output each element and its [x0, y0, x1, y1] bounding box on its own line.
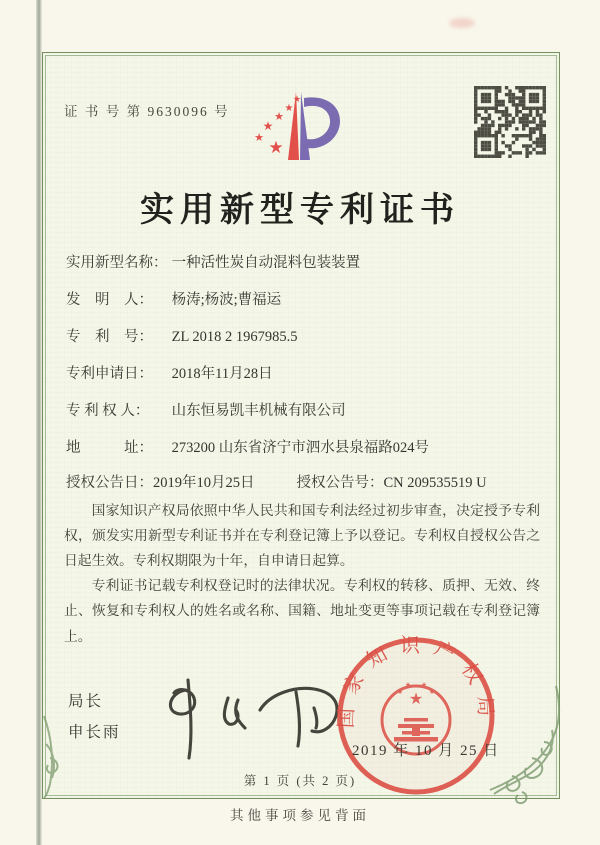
svg-text:★: ★ — [428, 688, 436, 696]
svg-text:★: ★ — [420, 681, 428, 689]
seal-text: 国家知识产权局 — [335, 635, 497, 729]
field-label: 专 利 权 人： — [66, 403, 150, 419]
field-patent-number — [66, 327, 538, 364]
field-value: 一种活性炭自动混料包装装置 — [171, 255, 361, 271]
svg-text:★: ★ — [262, 119, 274, 133]
svg-text:★: ★ — [254, 131, 264, 144]
ink-smudge — [449, 18, 475, 28]
signer-block — [68, 686, 121, 748]
field-label: 专 利 号： — [66, 329, 153, 345]
field-inventors — [66, 290, 538, 327]
cnipa-round-seal-icon — [332, 632, 500, 800]
signer-title: 局长 — [68, 693, 104, 710]
legal-text — [64, 498, 540, 649]
field-filing-date — [66, 364, 538, 401]
seal-date: 2019 年 10 月 25 日 — [352, 743, 500, 759]
svg-text:★: ★ — [396, 688, 404, 696]
svg-text:★: ★ — [404, 681, 412, 689]
svg-text:★: ★ — [408, 689, 424, 708]
back-note: 其他事项参见背面 — [230, 808, 370, 823]
legal-paragraph-2: 专利证书记载专利权登记时的法律状况。专利权的转移、质押、无效、终止、恢复和专利权人的姓名或名称、国籍、地址变更等事项记载在专利登记簿上。 — [64, 578, 540, 644]
svg-text:★: ★ — [292, 95, 302, 105]
handwritten-signature — [128, 662, 343, 767]
legal-paragraph-1: 国家知识产权局依照中华人民共和国专利法经过初步审查，决定授予专利权，颁发实用新型专利证书并在专利登记簿上予以登记。专利权自授权公告之日起生效。专利权期限为十年，自申请日起算。 — [64, 503, 540, 569]
qr-code-icon — [474, 86, 546, 158]
page-number: 第 1 页 (共 2 页) — [243, 774, 357, 788]
field-value: 山东恒易凯丰机械有限公司 — [171, 403, 346, 419]
field-label: 地 址： — [66, 440, 153, 456]
grant-no-value: CN 209535519 U — [383, 475, 487, 491]
field-utility-model-name — [66, 253, 538, 290]
svg-text:★: ★ — [284, 103, 294, 114]
svg-text:★: ★ — [268, 138, 284, 158]
field-list — [66, 253, 538, 475]
grant-no-label: 授权公告号： — [296, 475, 384, 491]
grant-date-label: 授权公告日： — [66, 475, 153, 491]
svg-text:★: ★ — [274, 110, 284, 123]
grant-announcement-row — [66, 471, 538, 492]
field-label: 专利申请日： — [66, 366, 153, 382]
certificate-title: 实用新型专利证书 — [140, 192, 460, 229]
field-label: 发 明 人： — [66, 292, 153, 308]
field-address — [66, 438, 538, 475]
field-value: 273200 山东省济宁市泗水县泉福路024号 — [171, 440, 429, 456]
field-value: ZL 2018 2 1967985.5 — [171, 329, 298, 345]
field-value: 2018年11月28日 — [171, 366, 273, 382]
cnipa-patent-logo-icon — [238, 76, 372, 172]
field-label: 实用新型名称： — [66, 255, 168, 271]
signer-name: 申长雨 — [68, 724, 121, 741]
field-value: 杨涛;杨波;曹福运 — [171, 292, 282, 308]
field-patentee — [66, 401, 538, 438]
grant-date-value: 2019年10月25日 — [153, 475, 255, 491]
certificate-number: 证 书 号 第 9630096 号 — [64, 104, 230, 119]
